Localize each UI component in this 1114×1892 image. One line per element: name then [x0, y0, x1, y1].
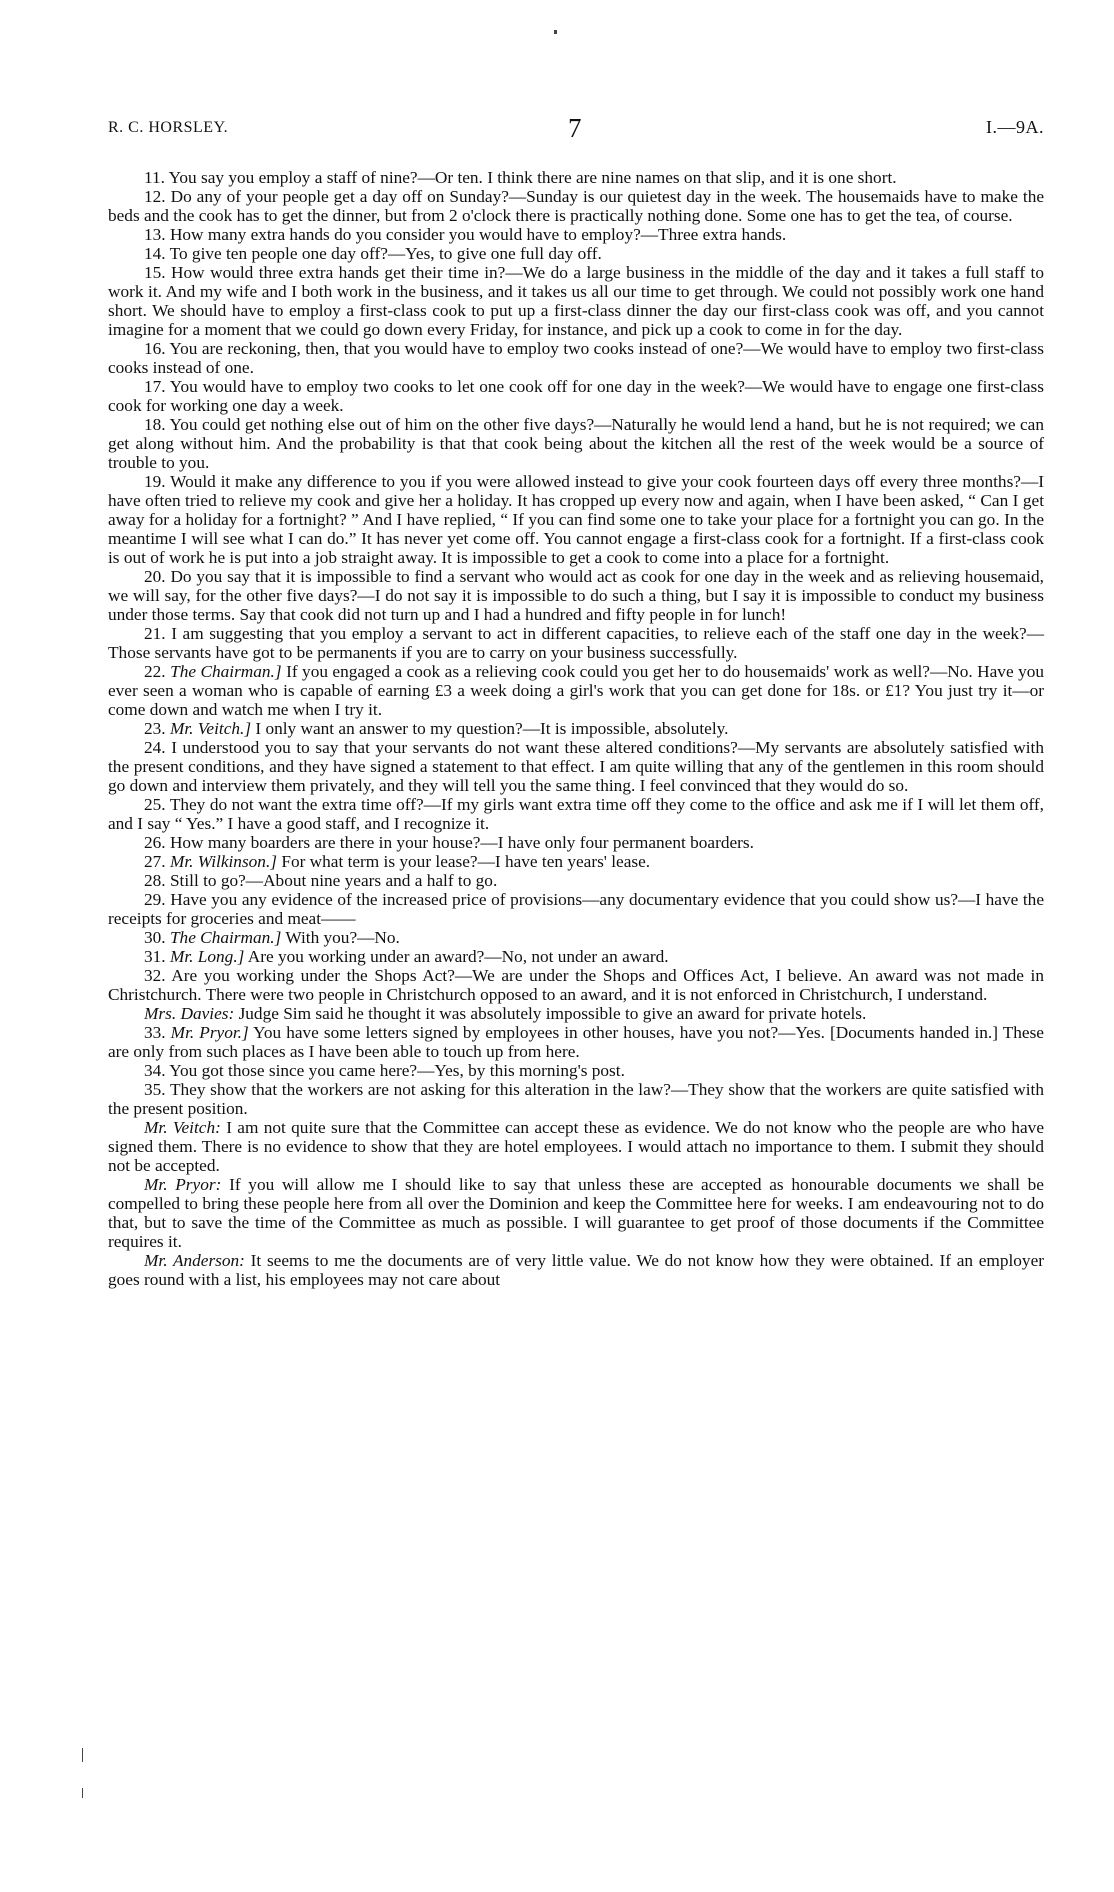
evidence-paragraph: [108, 225, 1044, 244]
paragraph-text: I am not quite sure that the Committee can accept these as evidence. We do not know who the people are who have signed them. There is no evidence to show that they are hotel employees. I would attach no importance to them. I submit they should not be accepted.: [108, 1118, 1044, 1175]
evidence-paragraph: [108, 472, 1044, 567]
paragraph-text: If you engaged a cook as a relieving cook could you get her to do housemaids' work as well?—No. Have you ever seen a woman who is capable of earning £3 a week doing a girl's work that you can get done for 18s. or £1? You just try it—or come down and watch me when I try it.: [108, 662, 1044, 719]
evidence-paragraph: [108, 966, 1044, 1004]
question-number: 16.: [144, 339, 166, 358]
paragraph-text: You say you employ a staff of nine?—Or ten. I think there are nine names on that slip, and it is one short.: [168, 168, 897, 187]
paragraph-text: Would it make any difference to you if you were allowed instead to give your cook fourteen days off every three months?—I have often tried to relieve my cook and give her a holiday. It has cropped up every now and again, when I have been asked, “ Can I get away for a holiday for a fortnight? ” And I have replied, “ If you can find some one to take your place for a fortnight you can go. In the meantime I will see what I can do.” It has never yet come off. You cannot engage a first-class cook for a fortnight. If a first-class cook is out of work he is put into a job straight away. It is impossible to get a cook to come into a place for a fortnight.: [108, 472, 1045, 567]
evidence-paragraph: [108, 833, 1044, 852]
question-number: 29.: [144, 890, 166, 909]
paragraph-text: Still to go?—About nine years and a half to go.: [169, 871, 498, 890]
evidence-paragraph: [108, 662, 1044, 719]
paragraph-text: You could get nothing else out of him on the other five days?—Naturally he would lend a hand, but he is not required; we can get along without him. And the probability is that that cook being about the kitchen all the rest of the week would be a source of trouble to you.: [108, 415, 1044, 472]
question-number: 26.: [144, 833, 166, 852]
evidence-paragraph: [108, 890, 1044, 928]
speaker-name: Mr. Pryor:: [144, 1175, 222, 1194]
speaker-name: The Chairman.]: [169, 928, 282, 947]
paragraph-text: I am suggesting that you employ a servant to act in different capacities, to relieve each of the staff one day in the week?—Those servants have got to be permanents if you are to carry on your business successfully.: [108, 624, 1044, 662]
question-number: 25.: [144, 795, 166, 814]
paragraph-text: Have you any evidence of the increased price of provisions—any documentary evidence that you could show us?—I have the receipts for groceries and meat——: [108, 890, 1044, 928]
paragraph-text: I understood you to say that your servants do not want these altered conditions?—My servants are absolutely satisfied with the present conditions, and they have signed a statement to that effect. I am quite willing that any of the gentlemen in this room should go down and interview them privately, and they will tell you the same thing. I feel convinced that they would do so.: [108, 738, 1045, 795]
question-number: 20.: [144, 567, 166, 586]
paragraph-text: With you?—No.: [285, 928, 400, 947]
evidence-paragraph: [108, 1023, 1044, 1061]
speaker-name: Mr. Long.]: [169, 947, 245, 966]
question-number: 13.: [144, 225, 166, 244]
evidence-paragraph: [108, 928, 1044, 947]
question-number: 24.: [144, 738, 166, 757]
paragraph-text: Judge Sim said he thought it was absolutely impossible to give an award for private hotels.: [238, 1004, 867, 1023]
paragraph-text: How many extra hands do you consider you would have to employ?—Three extra hands.: [169, 225, 787, 244]
paragraph-text: To give ten people one day off?—Yes, to give one full day off.: [169, 244, 602, 263]
running-head-name: R. C. HORSLEY.: [108, 119, 229, 136]
speaker-name: Mr. Wilkinson.]: [169, 852, 277, 871]
question-number: 15.: [144, 263, 166, 282]
question-number: 19.: [144, 472, 166, 491]
evidence-paragraph: [108, 1080, 1044, 1118]
paragraph-text: You are reckoning, then, that you would have to employ two cooks instead of one?—We would have to employ two first-class cooks instead of one.: [108, 339, 1044, 377]
question-number: 28.: [144, 871, 166, 890]
question-number: 12.: [144, 187, 166, 206]
speaker-name: The Chairman.]: [170, 662, 282, 681]
paragraph-text: Do any of your people get a day off on Sunday?—Sunday is our quietest day in the week. The housemaids have to make the beds and the cook has to get the dinner, but from 2 o'clock there is practically nothing done. Some one has to get the tea, of course.: [108, 187, 1044, 225]
scan-speck: [554, 30, 557, 34]
evidence-paragraph: [108, 795, 1044, 833]
evidence-paragraph: [108, 1175, 1044, 1251]
paragraph-text: Are you working under the Shops Act?—We are under the Shops and Offices Act, I believe. An award was not made in Christchurch. There were two people in Christchurch opposed to an award, and it is not enforced in Christchurch, I understand.: [108, 966, 1045, 1004]
question-number: 33.: [144, 1023, 166, 1042]
evidence-paragraph: [108, 187, 1044, 225]
question-number: 22.: [144, 662, 166, 681]
evidence-paragraph: [108, 871, 1044, 890]
evidence-paragraph: [108, 738, 1044, 795]
margin-tick: [82, 1748, 83, 1762]
evidence-transcript: [108, 168, 1044, 1289]
paragraph-text: How would three extra hands get their time in?—We do a large business in the middle of the day and it takes a full staff to work it. And my wife and I both work in the business, and it takes us all our time to get through. We could not possibly work one hand short. We should have to employ a first-class cook to put up a first-class dinner the day our first-class cook was off, and you cannot imagine for a moment that we could go down every Friday, for instance, and pick up a cook to come in for the day.: [108, 263, 1044, 339]
question-number: 14.: [144, 244, 166, 263]
question-number: 30.: [144, 928, 166, 947]
evidence-paragraph: [108, 339, 1044, 377]
evidence-paragraph: [108, 415, 1044, 472]
speaker-name: Mrs. Davies:: [144, 1004, 235, 1023]
evidence-paragraph: [108, 1004, 1044, 1023]
question-number: 34.: [144, 1061, 166, 1080]
evidence-paragraph: [108, 1251, 1044, 1289]
speaker-name: Mr. Anderson:: [144, 1251, 245, 1270]
paragraph-text: You got those since you came here?—Yes, by this morning's post.: [169, 1061, 625, 1080]
evidence-paragraph: [108, 263, 1044, 339]
question-number: 32.: [144, 966, 166, 985]
evidence-paragraph: [108, 1118, 1044, 1175]
question-number: 27.: [144, 852, 166, 871]
page-number: 7: [568, 113, 582, 143]
paragraph-text: You have some letters signed by employees in other houses, have you not?—Yes. [Documents handed in.] These are only from such places as I have been able to touch up from here.: [108, 1023, 1044, 1061]
speaker-name: Mr. Veitch:: [144, 1118, 221, 1137]
paragraph-text: How many boarders are there in your house?—I have only four permanent boarders.: [169, 833, 754, 852]
evidence-paragraph: [108, 1061, 1044, 1080]
paragraph-text: Do you say that it is impossible to find a servant who would act as cook for one day in the week and as relieving housemaid, we will say, for the other five days?—I do not say it is impossible to do such a thing, but I say it is impossible to conduct my business under those terms. Say that cook did not turn up and I had a hundred and fifty people in for lunch!: [108, 567, 1044, 624]
evidence-paragraph: [108, 852, 1044, 871]
question-number: 31.: [144, 947, 166, 966]
evidence-paragraph: [108, 947, 1044, 966]
question-number: 18.: [144, 415, 166, 434]
evidence-paragraph: [108, 377, 1044, 415]
paragraph-text: For what term is your lease?—I have ten years' lease.: [281, 852, 651, 871]
page-header: [108, 113, 1044, 143]
paragraph-text: You would have to employ two cooks to let one cook off for one day in the week?—We would have to engage one first-class cook for working one day a week.: [108, 377, 1044, 415]
question-number: 11.: [144, 168, 165, 187]
paragraph-text: Are you working under an award?—No, not under an award.: [247, 947, 669, 966]
evidence-paragraph: [108, 567, 1044, 624]
question-number: 35.: [144, 1080, 166, 1099]
paragraph-text: They do not want the extra time off?—If my girls want extra time off they come to the office and ask me if I will let them off, and I say “ Yes.” I have a good staff, and I recognize it.: [108, 795, 1044, 833]
margin-tick: [82, 1788, 83, 1798]
speaker-name: Mr. Pryor.]: [170, 1023, 249, 1042]
evidence-paragraph: [108, 719, 1044, 738]
question-number: 21.: [144, 624, 166, 643]
evidence-paragraph: [108, 168, 1044, 187]
paragraph-text: It seems to me the documents are of very little value. We do not know how they were obtained. If an employer goes round with a list, his employees may not care about: [108, 1251, 1044, 1289]
evidence-paragraph: [108, 244, 1044, 263]
paragraph-text: They show that the workers are not asking for this alteration in the law?—They show that the workers are quite satisfied with the present position.: [108, 1080, 1044, 1118]
evidence-paragraph: [108, 624, 1044, 662]
question-number: 17.: [144, 377, 166, 396]
paragraph-text: If you will allow me I should like to say that unless these are accepted as honourable documents we shall be compelled to bring these people here from all over the Dominion and keep the Committee here for weeks. I am endeavouring not to do that, but to save the time of the Committee as much as possible. I will guarantee to get proof of those documents if the Committee requires it.: [108, 1175, 1044, 1251]
document-reference: I.—9A.: [986, 117, 1044, 137]
question-number: 23.: [144, 719, 166, 738]
speaker-name: Mr. Veitch.]: [169, 719, 252, 738]
paragraph-text: I only want an answer to my question?—It is impossible, absolutely.: [255, 719, 729, 738]
